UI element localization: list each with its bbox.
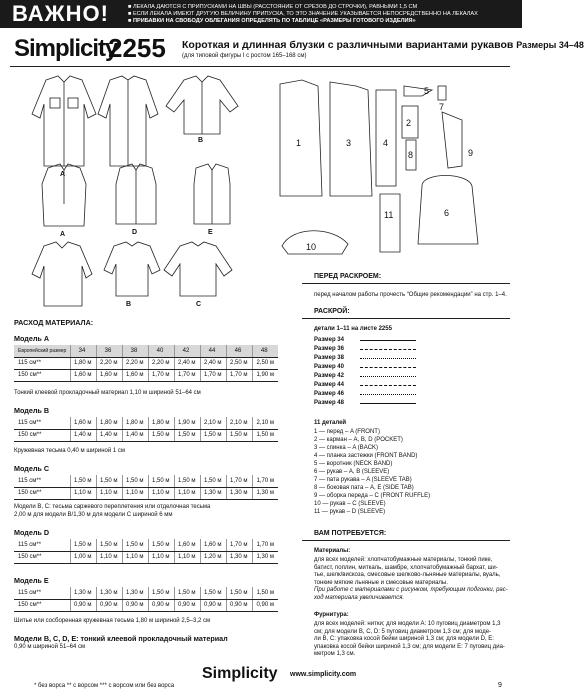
yardage-cell: 1,80 м: [148, 417, 174, 429]
size-cell: 40: [148, 345, 174, 357]
part-item: 6 — рукав – A, B (SLEEVE): [314, 469, 390, 475]
blouse-a-front-sketch: [32, 76, 96, 166]
yardage-cell: 2,50 м: [252, 357, 278, 369]
size-cell: 36: [96, 345, 122, 357]
size-header: Европейский размер: [14, 345, 70, 357]
blouse-c-back-sketch: [164, 242, 232, 296]
yardage-cell: 1,60 м: [200, 539, 226, 551]
size-legend-label: Размер 42: [314, 373, 344, 379]
yardage-cell: 1,10 м: [96, 487, 122, 499]
width-label: 150 см**: [14, 599, 70, 611]
part-item: 11 — рукав – D (SLEEVE): [314, 509, 386, 515]
hardware-line: упаковка косой бейки шириной 1,3 см; для модели E: 7 пуговиц диа-: [314, 643, 505, 650]
yardage-cell: 1,50 м: [70, 475, 96, 487]
width-label: 115 см**: [14, 475, 70, 487]
yardage-cell: 0,90 м: [70, 599, 96, 611]
yardage-cell: 1,50 м: [200, 429, 226, 441]
yardage-cell: 1,30 м: [252, 551, 278, 563]
yardage-cell: 1,50 м: [200, 475, 226, 487]
garment-label: D: [132, 229, 138, 236]
hardware-line: см; для модели B, C, D: 5 пуговиц диаметром 1,3 см; для моде-: [314, 628, 492, 635]
yardage-cell: 1,50 м: [226, 429, 252, 441]
blouse-e-sketch: [194, 164, 230, 224]
materials-line: для всех моделей: хлопчатобумажные материалы, тонкий пике,: [314, 557, 493, 563]
size-legend-label: Размер 34: [314, 337, 344, 343]
yardage-cell: 1,70 м: [252, 539, 278, 551]
garment-label: B: [126, 301, 132, 308]
model-d-title: Модель D: [14, 528, 50, 537]
blouse-b-back-sketch: [104, 242, 160, 296]
width-label: 150 см**: [14, 429, 70, 441]
width-label: 150 см**: [14, 551, 70, 563]
table-row: [14, 551, 278, 563]
hardware-title: Фурнитура:: [314, 612, 349, 618]
size-legend-label: Размер 38: [314, 355, 344, 361]
size-legend-row: [314, 373, 416, 379]
part-item: 10 — рукав – C (SLEEVE): [314, 501, 386, 507]
piece-number: 9: [468, 148, 474, 158]
table-row: [14, 587, 278, 599]
materials-line: тонкие мягкие льняные и смесовые материалы.: [314, 579, 448, 586]
yardage-cell: 1,80 м: [70, 357, 96, 369]
yardage-cell: 1,50 м: [148, 587, 174, 599]
interfacing-title: Модели B, C, D, E: тонкий клеевой прокладочный материал: [14, 634, 228, 643]
yardage-cell: 0,90 м: [200, 599, 226, 611]
model-e-note: Шитье или сосборенная кружевная тесьма 1,80 м шириной 2,5–3,2 см: [14, 618, 211, 624]
size-legend-label: Размер 48: [314, 400, 344, 406]
yardage-cell: 1,60 м: [174, 539, 200, 551]
yardage-cell: 2,20 м: [148, 357, 174, 369]
table-row: [14, 539, 278, 551]
hardware-line: метром 1,3 см.: [314, 651, 356, 658]
model-e-table: [14, 587, 278, 612]
yardage-cell: 1,50 м: [122, 475, 148, 487]
hardware-text: [314, 621, 510, 659]
yardage-cell: 1,10 м: [174, 487, 200, 499]
garment-label: B: [198, 137, 204, 144]
yardage-cell: 1,30 м: [96, 587, 122, 599]
garment-label: E: [208, 229, 213, 236]
pattern-title: [182, 39, 584, 51]
yardage-cell: 1,30 м: [226, 487, 252, 499]
piece-number: 7: [439, 102, 445, 112]
divider: [302, 540, 510, 541]
part-item: 4 — планка застежки (FRONT BAND): [314, 453, 418, 459]
yardage-cell: 1,30 м: [122, 587, 148, 599]
pattern-title-text: Короткая и длинная блузки с различными вариантами рукавов: [182, 39, 514, 51]
model-c-note-line: Модели B, C: тесьма саржевого переплетения или отделочная тесьма: [14, 504, 211, 510]
yardage-cell: 1,10 м: [174, 551, 200, 563]
model-a-table: [14, 345, 278, 382]
pattern-header: [10, 33, 584, 63]
yardage-cell: 1,90 м: [252, 369, 278, 381]
width-label: 150 см**: [14, 487, 70, 499]
yardage-cell: 0,90 м: [122, 599, 148, 611]
header-divider: [10, 66, 510, 67]
piece-number: 8: [408, 150, 414, 160]
yardage-cell: 1,80 м: [96, 417, 122, 429]
yardage-cell: 1,40 м: [70, 429, 96, 441]
yardage-cell: 2,50 м: [226, 357, 252, 369]
part-item: 5 — воротник (NECK BAND): [314, 461, 393, 467]
size-legend-row: [314, 400, 416, 406]
width-label: 115 см**: [14, 539, 70, 551]
width-label: 115 см**: [14, 417, 70, 429]
page-number: 9: [498, 682, 502, 689]
banner-note: ■ ЛЕКАЛА ДАЮТСЯ С ПРИПУСКАМИ НА ШВЫ (РАССТОЯНИЕ ОТ СРЕЗОВ ДО СТРОЧКИ), РАВНЫМИ 1,5 СМ: [128, 4, 478, 11]
width-label: 150 см**: [14, 369, 70, 381]
piece-number: 1: [296, 138, 302, 148]
garment-sketches: [24, 74, 250, 310]
yardage-cell: 1,30 м: [252, 487, 278, 499]
piece-number: 6: [444, 208, 450, 218]
yardage-cell: 2,10 м: [226, 417, 252, 429]
piece-sleeve-d: [380, 194, 400, 252]
blouse-c-long-sketch: [32, 242, 92, 306]
yardage-cell: 2,10 м: [252, 417, 278, 429]
yardage-cell: 1,10 м: [96, 551, 122, 563]
yardage-cell: 1,70 м: [148, 369, 174, 381]
materials-line: ход материала увеличивается.: [314, 594, 405, 601]
table-row: [14, 417, 278, 429]
yardage-cell: 0,90 м: [226, 599, 252, 611]
size-cell: 34: [70, 345, 96, 357]
yardage-cell: 1,50 м: [148, 539, 174, 551]
yardage-cell: 1,60 м: [122, 369, 148, 381]
banner-notes: [128, 4, 478, 25]
banner-note: ■ ПРИБАВКИ НА СВОБОДУ ОБЛЕГАНИЯ ОПРЕДЕЛЯТЬ ПО ТАБЛИЦЕ «РАЗМЕРЫ ГОТОВОГО ИЗДЕЛИЯ»: [128, 18, 478, 25]
nap-legend: * без ворса ** с ворсом *** с ворсом или без ворса: [34, 683, 175, 689]
table-row: [14, 487, 278, 499]
yardage-cell: 1,60 м: [70, 417, 96, 429]
yardage-cell: 0,90 м: [148, 599, 174, 611]
yardage-cell: 0,90 м: [174, 599, 200, 611]
yardage-cell: 1,50 м: [174, 429, 200, 441]
model-c-table: [14, 475, 278, 500]
width-label: 115 см**: [14, 587, 70, 599]
size-cell: 42: [174, 345, 200, 357]
yardage-cell: 1,20 м: [200, 551, 226, 563]
part-item: 8 — боковая пата – A, E (SIDE TAB): [314, 485, 414, 491]
yardage-cell: 1,50 м: [252, 429, 278, 441]
piece-front-ruffle: [442, 112, 462, 168]
yardage-cell: 1,10 м: [122, 487, 148, 499]
materials-line: При работе с материалами с рисунком, требующим подгонки, рас-: [314, 587, 508, 594]
size-legend-row: [314, 382, 416, 388]
size-legend-label: Размер 36: [314, 346, 344, 352]
part-item: 7 — пата рукава – A (SLEEVE TAB): [314, 477, 412, 483]
materials-line: батист, поплин, миткаль, шамбре, хлопчатобумажный бархат, ши-: [314, 564, 498, 571]
yardage-cell: 1,10 м: [122, 551, 148, 563]
yardage-cell: 0,90 м: [96, 599, 122, 611]
materials-title: Материалы:: [314, 548, 351, 554]
yardage-cell: 1,50 м: [70, 539, 96, 551]
blouse-d-sketch: [116, 164, 156, 224]
size-legend-label: Размер 46: [314, 391, 344, 397]
yardage-cell: 1,70 м: [174, 369, 200, 381]
size-legend-row: [314, 337, 416, 343]
yardage-cell: 1,70 м: [200, 369, 226, 381]
table-header-row: [14, 345, 278, 357]
model-b-note: Кружевная тесьма 0,40 м шириной 1 см: [14, 448, 125, 454]
yardage-cell: 1,60 м: [96, 369, 122, 381]
yardage-cell: 1,50 м: [122, 539, 148, 551]
yardage-cell: 1,50 м: [148, 429, 174, 441]
yardage-cell: 1,00 м: [70, 551, 96, 563]
before-cut-title: ПЕРЕД РАСКРОЕМ:: [314, 273, 382, 280]
part-item: 2 — карман – A, B, D (POCKET): [314, 437, 403, 443]
size-legend-label: Размер 44: [314, 382, 344, 388]
model-e-title: Модель E: [14, 576, 49, 585]
table-row: [14, 357, 278, 369]
table-row: [14, 369, 278, 381]
model-d-table: [14, 539, 278, 564]
yardage-cell: 1,50 м: [96, 475, 122, 487]
part-item: 9 — оборка переда – C (FRONT RUFFLE): [314, 493, 431, 499]
garment-label: A: [60, 231, 66, 238]
yardage-cell: 2,40 м: [174, 357, 200, 369]
materials-line: тье, шелк/вискоза, смесовые шелково-льняные материалы, вуаль,: [314, 572, 501, 579]
yardage-cell: 1,50 м: [174, 475, 200, 487]
piece-sleeve-tab: [438, 86, 446, 100]
parts-title: 11 деталей: [314, 420, 347, 426]
yardage-cell: 1,80 м: [122, 417, 148, 429]
yardage-cell: 2,20 м: [122, 357, 148, 369]
banner-title: ВАЖНО!: [12, 1, 109, 26]
yardage-cell: 1,30 м: [226, 551, 252, 563]
yardage-cell: 1,70 м: [226, 369, 252, 381]
size-legend-label: Размер 40: [314, 364, 344, 370]
model-c-title: Модель C: [14, 464, 50, 473]
piece-number: 2: [406, 118, 412, 128]
details-title: детали 1–11 на листе 2255: [314, 326, 392, 332]
width-label: 115 см**: [14, 357, 70, 369]
yardage-cell: 1,60 м: [70, 369, 96, 381]
size-cell: 48: [252, 345, 278, 357]
fabric-title: РАСХОД МАТЕРИАЛА:: [14, 318, 94, 327]
yardage-cell: 1,70 м: [252, 475, 278, 487]
cutting-title: РАСКРОЙ:: [314, 308, 350, 315]
yardage-cell: 1,90 м: [174, 417, 200, 429]
need-title: ВАМ ПОТРЕБУЕТСЯ:: [314, 530, 387, 537]
important-banner: [0, 0, 522, 28]
banner-note: ■ ЕСЛИ ЛЕКАЛА ИМЕЮТ ДРУГУЮ ВЕЛИЧИНУ ПРИПУСКА, ТО ЭТО ЗНАЧЕНИЕ УКАЗЫВАЕТСЯ НЕПОСРЕДСТВЕННО НА ЛЕКАЛАХ: [128, 11, 478, 18]
table-row: [14, 599, 278, 611]
size-cell: 46: [226, 345, 252, 357]
divider: [302, 318, 510, 319]
yardage-cell: 1,10 м: [148, 487, 174, 499]
divider: [302, 283, 510, 284]
yardage-cell: 1,50 м: [252, 587, 278, 599]
hardware-line: для всех моделей: нитки; для модели A: 10 пуговиц диаметром 1,3: [314, 621, 501, 627]
table-row: [14, 429, 278, 441]
yardage-cell: 1,30 м: [70, 587, 96, 599]
model-b-title: Модель B: [14, 406, 50, 415]
yardage-cell: 1,10 м: [148, 551, 174, 563]
size-legend-row: [314, 355, 416, 361]
size-cell: 38: [122, 345, 148, 357]
yardage-cell: 1,40 м: [122, 429, 148, 441]
piece-number: 4: [383, 138, 389, 148]
model-c-note: [14, 504, 210, 519]
size-legend-row: [314, 364, 416, 370]
footer-logo: Simplicity: [202, 665, 278, 682]
model-a-title: Модель A: [14, 334, 50, 343]
model-c-note-line: 2,00 м для модели B/1,30 м для модели C шириной 6 мм: [14, 511, 173, 518]
yardage-cell: 2,20 м: [96, 357, 122, 369]
part-item: 3 — спинка – A (BACK): [314, 445, 379, 451]
yardage-cell: 1,70 м: [226, 539, 252, 551]
yardage-cell: 1,30 м: [200, 487, 226, 499]
blouse-b-sketch: [166, 76, 238, 134]
yardage-cell: 1,40 м: [96, 429, 122, 441]
yardage-cell: 1,50 м: [174, 587, 200, 599]
yardage-cell: 0,90 м: [252, 599, 278, 611]
yardage-cell: 1,50 м: [96, 539, 122, 551]
pattern-number: 2255: [108, 33, 166, 63]
footer-url[interactable]: www.simplicity.com: [290, 671, 357, 678]
size-range: Размеры 34–48: [516, 40, 584, 50]
size-cell: 44: [200, 345, 226, 357]
yardage-cell: 1,50 м: [148, 475, 174, 487]
hardware-line: ли B, C: упаковка косой бейки шириной 1,3 см; для модели D, E:: [314, 636, 494, 643]
blouse-a-back-sketch: [98, 76, 158, 166]
table-row: [14, 475, 278, 487]
size-legend-row: [314, 346, 416, 352]
garment-label: A: [60, 171, 66, 178]
piece-number: 11: [384, 210, 394, 220]
yardage-cell: 1,10 м: [70, 487, 96, 499]
model-a-note: Тонкий клеевой прокладочный материал 1,10 м шириной 51–64 см: [14, 390, 201, 396]
piece-number: 5: [424, 86, 430, 96]
piece-number: 3: [346, 138, 352, 148]
materials-text: [314, 557, 510, 603]
yardage-cell: 2,40 м: [200, 357, 226, 369]
garment-label: C: [196, 301, 202, 308]
part-item: 1 — перед – A (FRONT): [314, 429, 380, 435]
before-cut-text: перед началом работы прочесть “Общие рекомендации” на стр. 1–4.: [314, 292, 507, 298]
piece-number: 10: [306, 242, 317, 252]
size-legend-row: [314, 391, 416, 397]
yardage-cell: 1,50 м: [200, 587, 226, 599]
yardage-cell: 1,50 м: [226, 587, 252, 599]
model-b-table: [14, 417, 278, 442]
yardage-cell: 1,70 м: [226, 475, 252, 487]
pattern-pieces: [272, 76, 502, 266]
interfacing-text: 0,90 м шириной 51–64 см: [14, 644, 86, 650]
brand-logo: Simplicity: [14, 35, 118, 62]
yardage-cell: 2,10 м: [200, 417, 226, 429]
pattern-subtitle: (для типовой фигуры I с ростом 165–168 см): [182, 53, 307, 59]
